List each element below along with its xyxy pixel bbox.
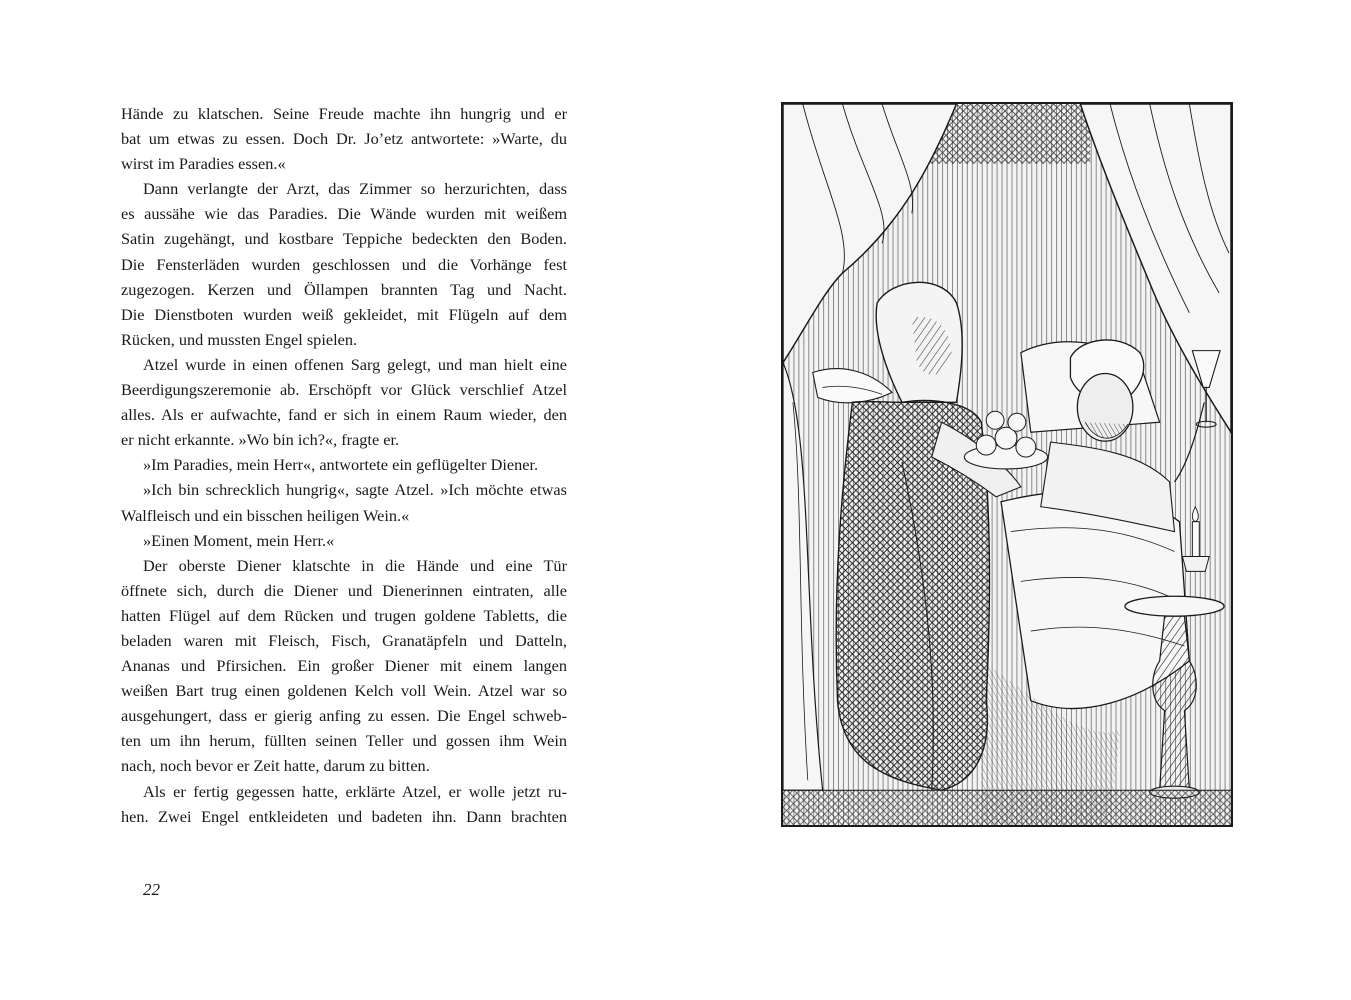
page-number: 22 xyxy=(143,880,160,899)
text-line: »Ich bin schrecklich hungrig«, sagte Atzel. »Ich möchte etwas xyxy=(143,480,567,500)
text-line: bat um etwas zu essen. Doch Dr. Jo’etz antwortete: »Warte, du xyxy=(121,129,567,149)
body-text xyxy=(121,101,567,829)
text-line: Der oberste Diener klatschte in die Hände und eine Tür xyxy=(143,555,567,575)
text-line: hen. Zwei Engel entkleideten und badeten ihn. Dann brachten xyxy=(121,806,567,826)
bedside-scene-illustration xyxy=(783,104,1231,825)
illustration-frame xyxy=(781,102,1233,827)
text-line: Rücken, und mussten Engel spielen. xyxy=(121,329,358,349)
text-line: Die Dienstboten wurden weiß gekleidet, mit Flügeln auf dem xyxy=(121,304,567,324)
text-line: wirst im Paradies essen.« xyxy=(121,154,286,174)
text-line: öffnete sich, durch die Diener und Dienerinnen eintraten, alle xyxy=(121,580,567,600)
text-line: hatten Flügel auf dem Rücken und trugen goldene Tabletts, die xyxy=(121,605,567,625)
text-line: ausgehungert, dass er gierig anfing zu essen. Die Engel schweb- xyxy=(121,706,567,726)
text-line: Als er fertig gegessen hatte, erklärte Atzel, er wolle jetzt ru- xyxy=(143,781,567,801)
left-page xyxy=(0,0,675,1000)
text-line: »Einen Moment, mein Herr.« xyxy=(143,530,335,550)
text-line: Beerdigungszeremonie ab. Erschöpft vor Glück verschlief Atzel xyxy=(121,380,567,400)
text-line: Dann verlangte der Arzt, das Zimmer so herzurichten, dass xyxy=(143,179,567,199)
text-line: beladen waren mit Fleisch, Fisch, Granatäpfeln und Datteln, xyxy=(121,630,567,650)
text-line: es aussähe wie das Paradies. Die Wände wurden mit weißem xyxy=(121,204,567,224)
text-line: er nicht erkannte. »Wo bin ich?«, fragte er. xyxy=(121,430,400,450)
text-line: Die Fensterläden wurden geschlossen und die Vorhänge fest xyxy=(121,254,567,274)
text-line: weißen Bart trug einen goldenen Kelch voll Wein. Atzel war so xyxy=(121,681,567,701)
text-line: alles. Als er aufwachte, fand er sich in einem Raum wieder, den xyxy=(121,405,567,425)
right-page xyxy=(675,0,1351,1000)
text-line: Atzel wurde in einen offenen Sarg gelegt, und man hielt eine xyxy=(143,354,567,374)
text-line: Satin zugehängt, und kostbare Teppiche bedeckten den Boden. xyxy=(121,229,567,249)
text-line: Hände zu klatschen. Seine Freude machte ihn hungrig und er xyxy=(121,104,567,123)
text-line: Walfleisch und ein bisschen heiligen Wein.« xyxy=(121,505,410,525)
text-line: nach, noch bevor er Zeit hatte, darum zu bitten. xyxy=(121,756,430,776)
text-line: Ananas und Pfirsichen. Ein großer Diener mit einem langen xyxy=(121,656,567,676)
text-line: ten um ihn herum, füllten seinen Teller und gossen ihm Wein xyxy=(121,731,567,751)
text-line: zugezogen. Kerzen und Öllampen brannten Tag und Nacht. xyxy=(121,279,567,299)
text-line: »Im Paradies, mein Herr«, antwortete ein geflügelter Diener. xyxy=(143,455,539,475)
